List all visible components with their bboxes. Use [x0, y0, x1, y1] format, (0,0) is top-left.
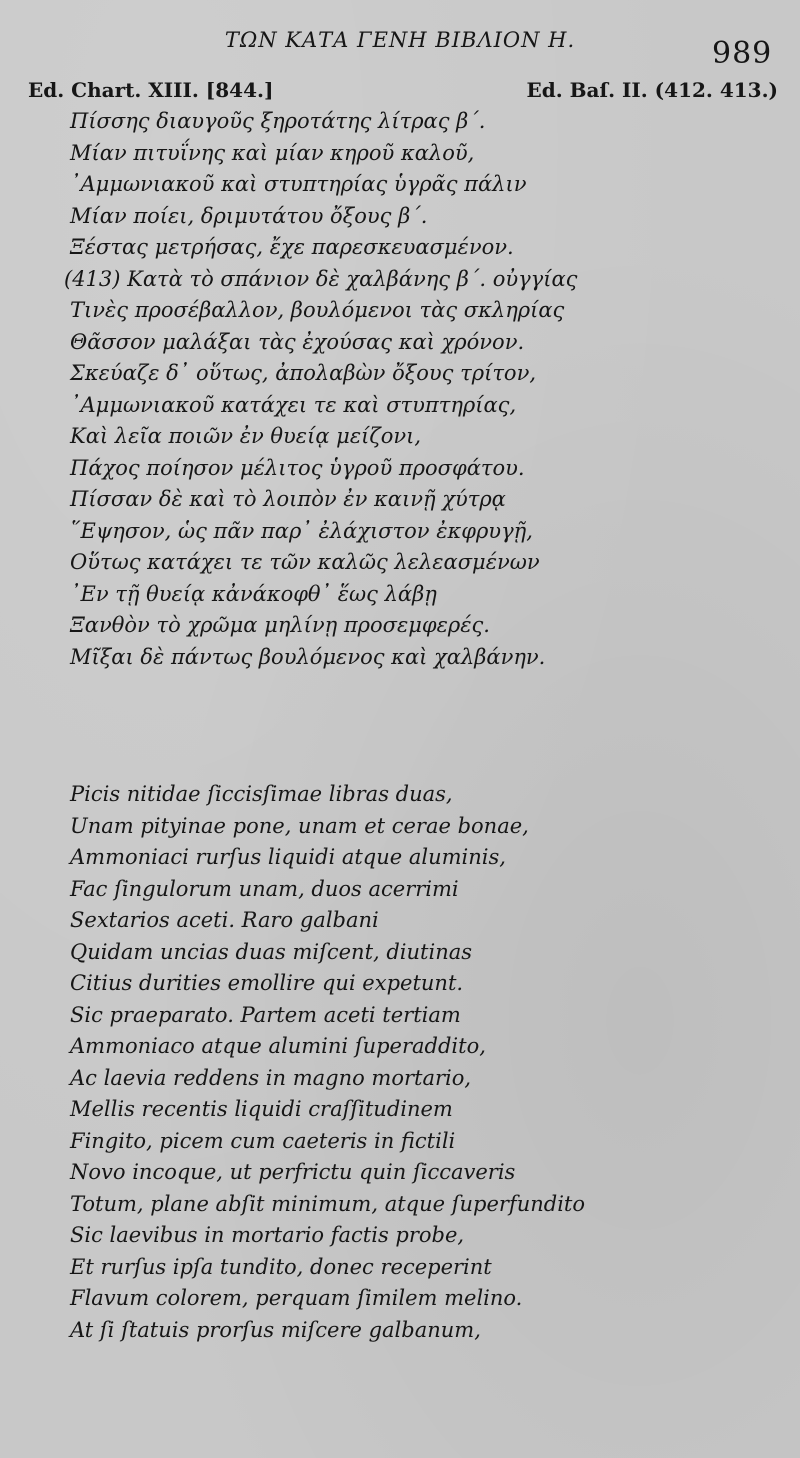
greek-verse-line: Ξανθὸν τὸ χρῶμα μηλίνῃ προσεμφερές. [70, 613, 490, 637]
greek-verse-line: (413) Κατὰ τὸ σπάνιον δὲ χαλβάνης β΄. οὐγγίας [64, 266, 578, 291]
latin-verse-line: Mellis recentis liquidi craſſitudinem [70, 1097, 453, 1121]
latin-verse-line: Ac laevia reddens in magno mortario, [70, 1065, 472, 1090]
greek-verse-block [64, 106, 780, 673]
edition-chartier-ref: Ed. Chart. XIII. [844.] [28, 78, 274, 102]
latin-verse-line: Totum, plane abſit minimum, atque ſuperfundito [70, 1191, 585, 1216]
latin-verse-line: Quidam uncias duas miſcent, diutinas [70, 939, 473, 964]
greek-verse-line: ῞Εψησον, ὡς πᾶν παρ᾽ ἐλάχιστον ἐκφρυγῇ, [70, 518, 533, 543]
latin-verse-line: Sic laevibus in mortario factis probe, [70, 1223, 465, 1247]
greek-verse-line: ᾽Αμμωνιακοῦ κατάχει τε καὶ στυπτηρίας, [70, 392, 517, 417]
greek-verse-line: Οὕτως κατάχει τε τῶν καλῶς λελεασμένων [70, 550, 540, 574]
latin-verse-line: Citius durities emollire qui expetunt. [70, 971, 464, 995]
latin-verse-line: Ammoniaco atque alumini ſuperaddito, [70, 1034, 486, 1058]
greek-verse-line: Μῖξαι δὲ πάντως βουλόμενος καὶ χαλβάνην. [70, 644, 546, 669]
greek-verse-line: Μίαν πιτυΐνης καὶ μίαν κηροῦ καλοῦ, [70, 140, 475, 165]
latin-verse-line: Novo incoque, ut perfrictu quin ſiccaveris [70, 1160, 516, 1184]
greek-verse-line: Μίαν ποίει, δριμυτάτου ὄξους β΄. [70, 203, 428, 228]
latin-verse-line: Ammoniaci rurſus liquidi atque aluminis, [70, 845, 506, 869]
greek-verse-line: Καὶ λεῖα ποιῶν ἐν θυείᾳ μείζονι, [70, 424, 422, 448]
latin-verse-line: Sic praeparato. Partem aceti tertiam [70, 1002, 461, 1027]
greek-verse-line: Πίσσης διαυγοῦς ξηροτάτης λίτρας β΄. [70, 109, 486, 133]
latin-verse-block [70, 779, 780, 1346]
greek-verse-line: Σκεύαζε δ᾽ οὕτως, ἀπολαβὼν ὄξους τρίτον, [70, 361, 537, 385]
greek-verse-line: Τινὲς προσέβαλλον, βουλόμενοι τὰς σκληρίας [70, 298, 565, 322]
latin-verse-line: At ſi ſtatuis prorſus miſcere galbanum, [70, 1317, 481, 1342]
greek-verse-line: Θᾶσσον μαλάξαι τὰς ἐχούσας καὶ χρόνον. [70, 329, 525, 354]
latin-verse-line: Fac ſingulorum unam, duos acerrimi [70, 876, 459, 901]
latin-verse-line: Fingito, picem cum caeteris in fictili [70, 1128, 456, 1153]
greek-verse-line: ᾽Αμμωνιακοῦ καὶ στυπτηρίας ὑγρᾶς πάλιν [70, 172, 527, 196]
greek-verse-line: Πάχος ποίησον μέλιτος ὑγροῦ προσφάτου. [70, 455, 525, 480]
page-number: 989 [712, 36, 773, 71]
latin-verse-line: Unam pityinae pone, unam et cerae bonae, [70, 813, 529, 838]
edition-basel-ref: Ed. Baſ. II. (412. 413.) [526, 78, 778, 102]
greek-verse-line: ᾽Εν τῇ θυείᾳ κἀνάκοφθ᾽ ἕως λάβῃ [70, 581, 437, 606]
latin-verse-line: Sextarios aceti. Raro galbani [70, 908, 379, 932]
greek-verse-line: Ξέστας μετρήσας, ἔχε παρεσκευασμένον. [70, 235, 514, 259]
latin-verse-line: Et rurſus ipſa tundito, donec receperint [70, 1254, 492, 1279]
greek-verse-line: Πίσσαν δὲ καὶ τὸ λοιπὸν ἐν καινῇ χύτρᾳ [70, 487, 506, 511]
latin-verse-line: Flavum colorem, perquam ſimilem melino. [70, 1286, 523, 1310]
running-title: ΤΩΝ ΚΑΤΑ ΓΕΝΗ ΒΙΒΛΙΟΝ Η. [224, 28, 576, 52]
latin-verse-line: Picis nitidae ſiccisſimae libras duas, [70, 782, 453, 806]
